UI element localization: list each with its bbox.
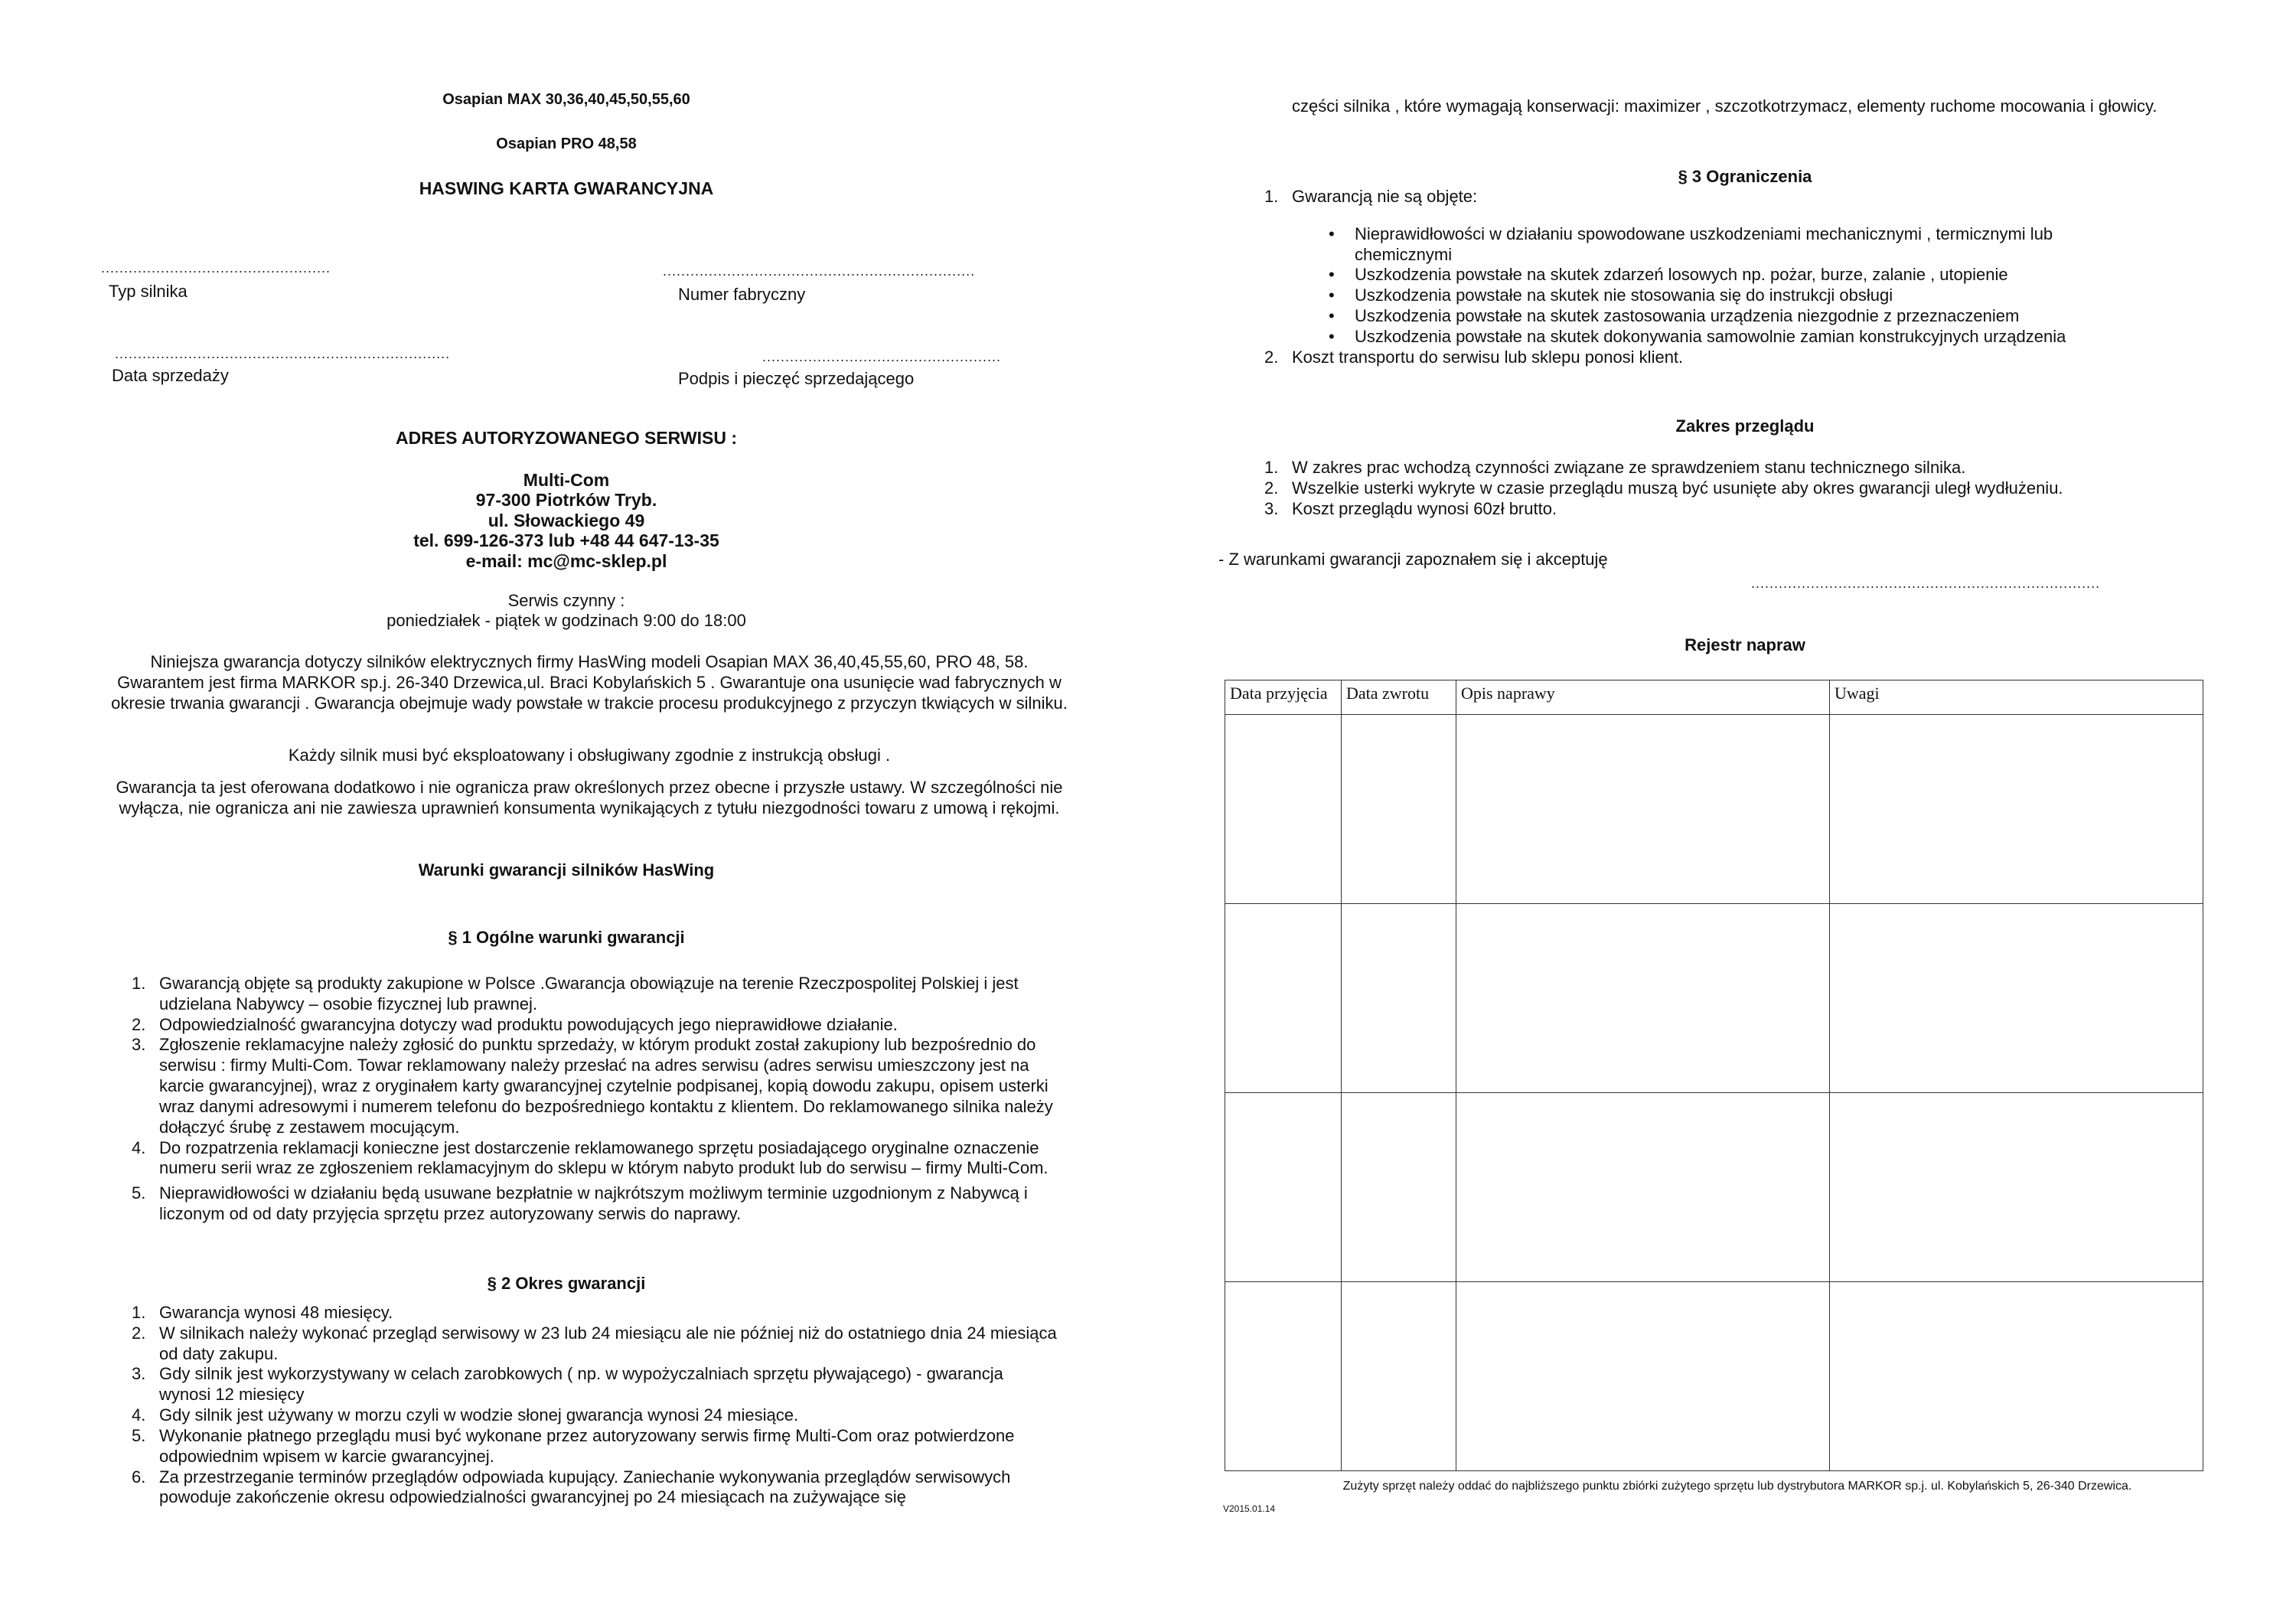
signature-dots: .................................................... bbox=[762, 349, 1002, 364]
sale-date-label: Data sprzedaży bbox=[112, 366, 229, 385]
repairs-table bbox=[1225, 680, 2203, 1471]
list-item: 3. Zgłoszenie reklamacyjne należy zgłosić do punktu sprzedaży, w którym produkt został zakupiony lub bezpośrednio do serwisu : firmy Multi-Com. Towar reklamowany należy przesłać na adres serwisu (adres serwisu umieszczony jest na karcie gwarancyjnej), wraz z oryginałem karty gwarancyjnej czytelnie podpisanej, kopią dowodu zakupu, opisem usterki wraz danymi adresowymi i numerem telefonu do bezpośredniego kontaktu z klientem. Do reklamowanego silnika należy dołączyć śrubę z zestawem mocującym. bbox=[132, 1035, 1053, 1137]
section-3-item-1: 1. Gwarancją nie są objęte: bbox=[1264, 187, 1478, 206]
section-2-list bbox=[132, 1303, 1058, 1508]
service-name: Multi-Com bbox=[523, 470, 610, 490]
hours-text: poniedziałek - piątek w godzinach 9:00 do 18:00 bbox=[386, 611, 746, 631]
list-item: 6. Za przestrzeganie terminów przeglądów odpowiada kupujący. Zaniechanie wykonywania przeglądów serwisowych powoduje zakończenie okresu odpowiedzialności gwarancyjnej po 24 miesiącach na zużywające się bbox=[132, 1467, 1011, 1507]
list-item: 1. Gwarancją objęte są produkty zakupione w Polsce .Gwarancja obowiązuje na terenie Rzeczpospolitej Polskiej i jest udzielana Nabywcy – osobie fizycznej lub prawnej. bbox=[132, 974, 1019, 1013]
engine-type-label: Typ silnika bbox=[109, 282, 188, 301]
list-item: 3. Gdy silnik jest wykorzystywany w celach zarobkowych ( np. w wypożyczalniach sprzętu pływającego) - gwarancja wynosi 12 miesięcy bbox=[132, 1364, 1003, 1405]
col-header-description: Opis naprawy bbox=[1456, 680, 1830, 715]
table-header-row bbox=[1225, 680, 2203, 715]
col-header-notes: Uwagi bbox=[1830, 680, 2203, 715]
list-item: 5. Wykonanie płatnego przeglądu musi być wykonane przez autoryzowany serwis firmę Multi-Com oraz potwierdzone odpowiednim wpisem w karcie gwarancyjnej. bbox=[132, 1425, 1015, 1466]
table-row bbox=[1225, 715, 2203, 904]
list-item: 1. Gwarancja wynosi 48 miesięcy. bbox=[132, 1303, 393, 1322]
table-row bbox=[1225, 904, 2203, 1093]
intro-paragraph-3: Gwarancja ta jest oferowana dodatkowo i nie ogranicza praw określonych przez obecne i przyszłe ustawy. W szczególności nie wyłącza, nie ogranicza ani nie zawiesza uprawnień konsumenta wynikających z tytułu niezgodności towaru z umową i rękojmi. bbox=[116, 778, 1063, 818]
continued-text: części silnika , które wymagają konserwacji: maximizer , szczotkotrzymacz, elementy ruchome mocowania i głowicy. bbox=[1292, 96, 2157, 116]
list-item: 2. Odpowiedzialność gwarancyjna dotyczy wad produktu powodujących jego nieprawidłowe działanie. bbox=[132, 1014, 898, 1034]
conditions-title: Warunki gwarancji silników HasWing bbox=[418, 860, 715, 880]
section-3-bullets bbox=[1329, 224, 2140, 348]
section-1-list bbox=[132, 974, 1058, 1225]
acceptance-signature-dots: ............................................................................ bbox=[1751, 576, 2101, 591]
model-line-pro: Osapian PRO 48,58 bbox=[496, 135, 637, 152]
repairs-register-title: Rejestr napraw bbox=[1684, 635, 1805, 654]
service-address bbox=[0, 470, 1133, 571]
list-item: • Uszkodzenia powstałe na skutek zastosowania urządzenia niezgodnie z przeznaczeniem bbox=[1329, 306, 2140, 327]
model-line-max: Osapian MAX 30,36,40,45,50,55,60 bbox=[442, 91, 690, 108]
list-item: 2. Wszelkie usterki wykryte w czasie przeglądu muszą być usunięte aby okres gwarancji uległ wydłużeniu. bbox=[1264, 478, 2063, 498]
table-row bbox=[1225, 1093, 2203, 1282]
disposal-note: Zużyty sprzęt należy oddać do najbliższego punktu zbiórki zużytego sprzętu lub dystrybutora MARKOR sp.j. ul. Kobylańskich 5, 26-340 Drzewica. bbox=[1342, 1480, 2132, 1493]
serial-label: Numer fabryczny bbox=[678, 285, 806, 304]
section-3-title: § 3 Ograniczenia bbox=[1678, 167, 1812, 186]
service-phone: tel. 699-126-373 lub +48 44 647-13-35 bbox=[413, 530, 719, 551]
review-title: Zakres przeglądu bbox=[1675, 416, 1815, 436]
list-item: • Uszkodzenia powstałe na skutek nie stosowania się do instrukcji obsługi bbox=[1329, 286, 2140, 306]
version-label: V2015.01.14 bbox=[1223, 1503, 1276, 1514]
list-item: 4. Do rozpatrzenia reklamacji konieczne jest dostarczenie reklamowanego sprzętu posiadającego oryginalne oznaczenie numeru serii wraz ze zgłoszeniem reklamacyjnym do sklepu w którym nabyto produkt lub do serwisu – firmy Multi-Com. bbox=[132, 1137, 1049, 1178]
list-item: • Uszkodzenia powstałe na skutek dokonywania samowolnie zamian konstrukcyjnych urządzenia bbox=[1329, 327, 2140, 348]
service-hours bbox=[0, 591, 1133, 632]
service-city: 97-300 Piotrków Tryb. bbox=[475, 490, 657, 511]
list-item: 1. W zakres prac wchodzą czynności związane ze sprawdzeniem stanu technicznego silnika. bbox=[1264, 458, 1966, 477]
intro-paragraph-2: Każdy silnik musi być eksploatowany i obsługiwany zgodnie z instrukcją obsługi . bbox=[288, 746, 891, 765]
card-title: HASWING KARTA GWARANCYJNA bbox=[419, 178, 714, 198]
service-email: e-mail: mc@mc-sklep.pl bbox=[465, 550, 667, 571]
list-item: 5. Nieprawidłowości w działaniu będą usuwane bezpłatnie w najkrótszym możliwym terminie uzgodnionym z Nabywcą i liczonym od od daty przyjęcia sprzętu przez autoryzowany serwis do naprawy. bbox=[132, 1183, 1028, 1224]
service-heading: ADRES AUTORYZOWANEGO SERWISU : bbox=[396, 428, 737, 448]
service-street: ul. Słowackiego 49 bbox=[488, 510, 645, 530]
list-item: 3. Koszt przeglądu wynosi 60zł brutto. bbox=[1264, 498, 1557, 518]
list-item: • Nieprawidłowości w działaniu spowodowane uszkodzeniami mechanicznymi , termicznymi lub chemicznymi bbox=[1329, 224, 2140, 266]
sale-date-dots: ......................................................................... bbox=[115, 346, 451, 361]
signature-label: Podpis i pieczęć sprzedającego bbox=[678, 369, 915, 388]
serial-dots: .................................................................... bbox=[663, 263, 976, 279]
section-1-title: § 1 Ogólne warunki gwarancji bbox=[448, 928, 685, 947]
section-3-content bbox=[1264, 187, 2183, 368]
col-header-received: Data przyjęcia bbox=[1225, 680, 1342, 715]
list-item: 2. W silnikach należy wykonać przegląd serwisowy w 23 lub 24 miesiącu ale nie później niż do ostatniego dnia 24 miesiąca od daty zakupu. bbox=[132, 1323, 1057, 1363]
section-3-item-2: 2. Koszt transportu do serwisu lub sklepu ponosi klient. bbox=[1264, 347, 1684, 367]
list-item: • Uszkodzenia powstałe na skutek zdarzeń losowych np. pożar, burze, zalanie , utopienie bbox=[1329, 265, 2140, 286]
list-item: 4. Gdy silnik jest używany w morzu czyli w wodzie słonej gwarancja wynosi 24 miesiące. bbox=[132, 1405, 799, 1425]
table-row bbox=[1225, 1282, 2203, 1471]
review-list bbox=[1264, 458, 2183, 519]
engine-type-dots: .................................................. bbox=[101, 260, 331, 276]
acceptance-statement: - Z warunkami gwarancji zapoznałem się i akceptuję bbox=[1218, 550, 1608, 569]
section-2-title: § 2 Okres gwarancji bbox=[487, 1274, 646, 1293]
col-header-returned: Data zwrotu bbox=[1342, 680, 1456, 715]
hours-title: Serwis czynny : bbox=[507, 591, 625, 610]
intro-paragraph-1: Niniejsza gwarancja dotyczy silników elektrycznych firmy HasWing modeli Osapian MAX 36,40,45,55,60, PRO 48, 58. Gwarantem jest firma MARKOR sp.j. 26-340 Drzewica,ul. Braci Kobylańskich 5 . Gwarantuje ona usunięcie wad fabrycznych w okresie trwania gwarancji . Gwarancja obejmuje wady powstałe w trakcie procesu produkcyjnego z przyczyn tkwiących w silniku. bbox=[111, 652, 1068, 713]
